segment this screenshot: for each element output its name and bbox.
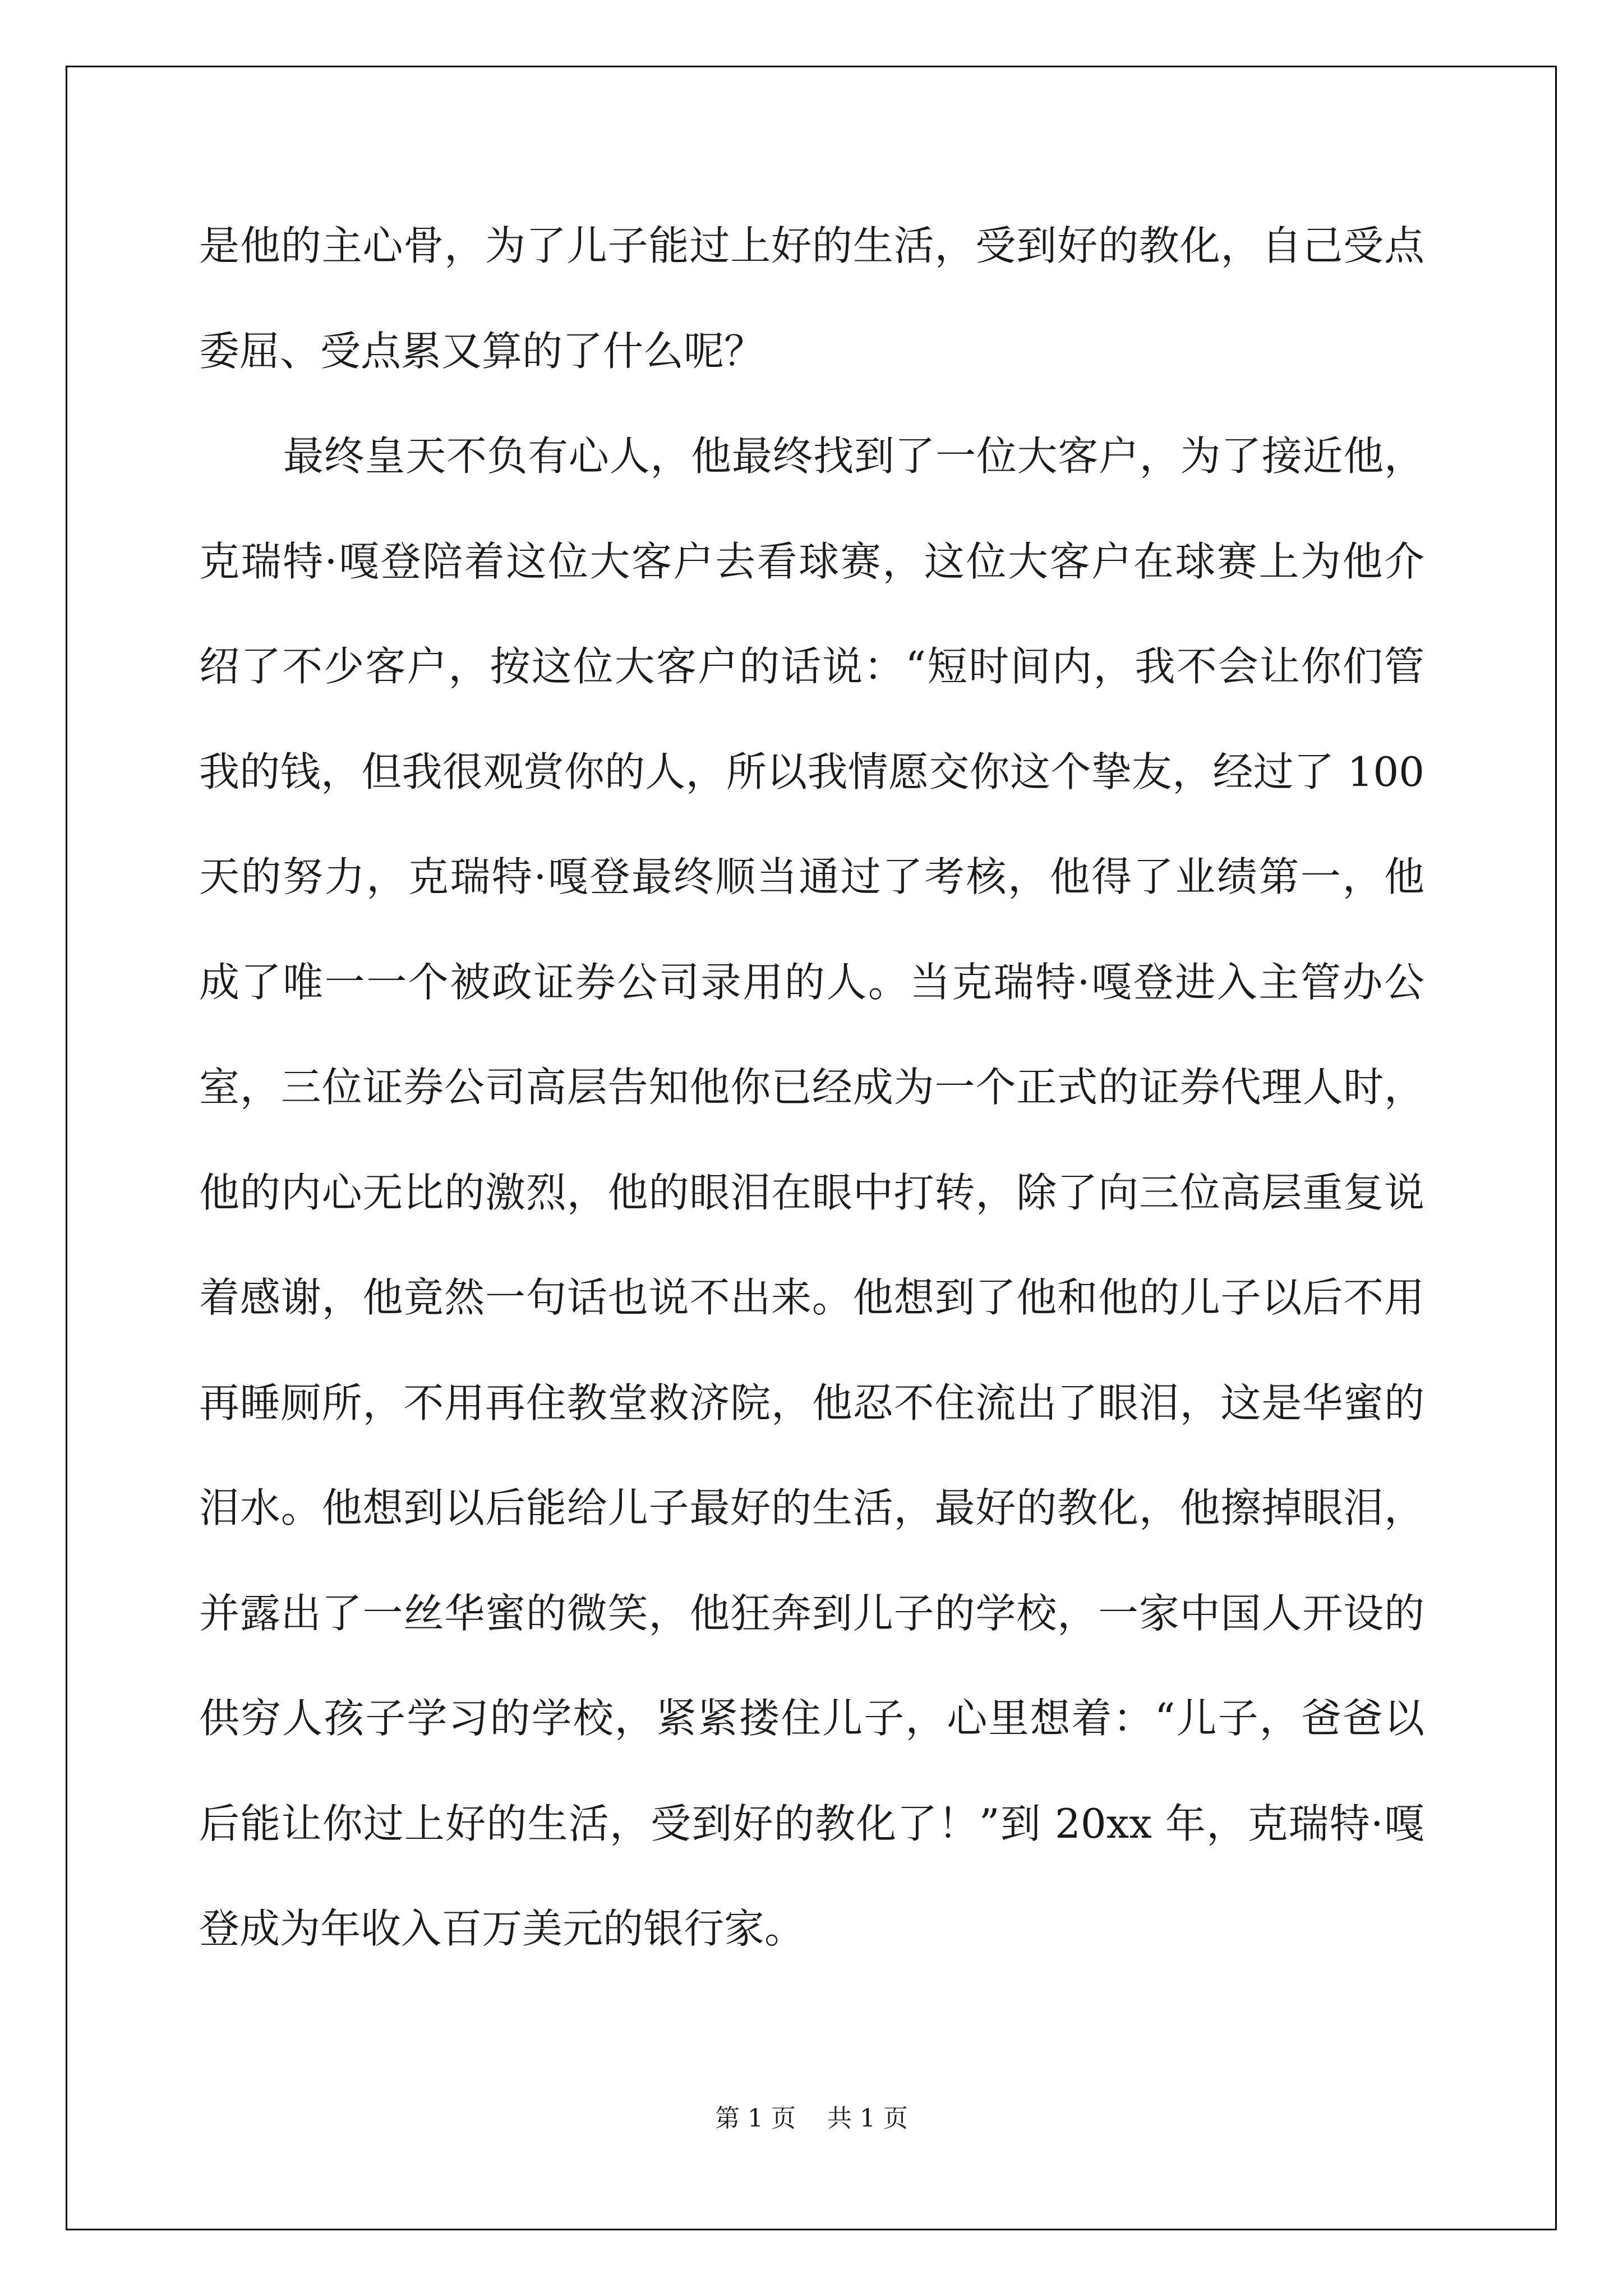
- text-line: 他的内心无比的激烈，他的眼泪在眼中打转，除了向三位高层重复说: [199, 1168, 1424, 1216]
- text-line: 天的努力，克瑞特·嘎登最终顺当通过了考核，他得了业绩第一，他: [199, 853, 1424, 900]
- page-number-footer: 第 1 页 共 1 页: [715, 2104, 908, 2133]
- text-line: 是他的主心骨，为了儿子能过上好的生活，受到好的教化，自己受点: [199, 222, 1424, 269]
- text-line: 登成为年收入百万美元的银行家。: [199, 1905, 805, 1952]
- text-line: 委屈、受点累又算的了什么呢？: [199, 327, 765, 375]
- text-line: 供穷人孩子学习的学校，紧紧搂住儿子，心里想着：“儿子，爸爸以: [199, 1695, 1424, 1742]
- text-line: 后能让你过上好的生活，受到好的教化了！”到 20xx 年，克瑞特·嘎: [199, 1800, 1424, 1847]
- text-line: 我的钱，但我很观赏你的人，所以我情愿交你这个挚友，经过了 100: [199, 748, 1424, 795]
- text-line: 着感谢，他竟然一句话也说不出来。他想到了他和他的儿子以后不用: [199, 1274, 1424, 1321]
- text-line: 泪水。他想到以后能给儿子最好的生活，最好的教化，他擦掉眼泪，: [199, 1484, 1424, 1531]
- text-line: 室，三位证券公司高层告知他你已经成为一个正式的证券代理人时，: [199, 1064, 1424, 1111]
- text-line: 成了唯一一个被政证券公司录用的人。当克瑞特·嘎登进入主管办公: [199, 958, 1424, 1006]
- text-line: 并露出了一丝华蜜的微笑，他狂奔到儿子的学校，一家中国人开设的: [199, 1589, 1424, 1637]
- text-line: 绍了不少客户，按这位大客户的话说：“短时间内，我不会让你们管: [199, 643, 1424, 690]
- text-line: 再睡厕所，不用再住教堂救济院，他忍不住流出了眼泪，这是华蜜的: [199, 1379, 1424, 1427]
- text-line: 克瑞特·嘎登陪着这位大客户去看球赛，这位大客户在球赛上为他介: [199, 537, 1424, 585]
- document-body: [199, 194, 1424, 1982]
- paragraph-start-line: 最终皇天不负有心人，他最终找到了一位大客户，为了接近他，: [283, 432, 1424, 480]
